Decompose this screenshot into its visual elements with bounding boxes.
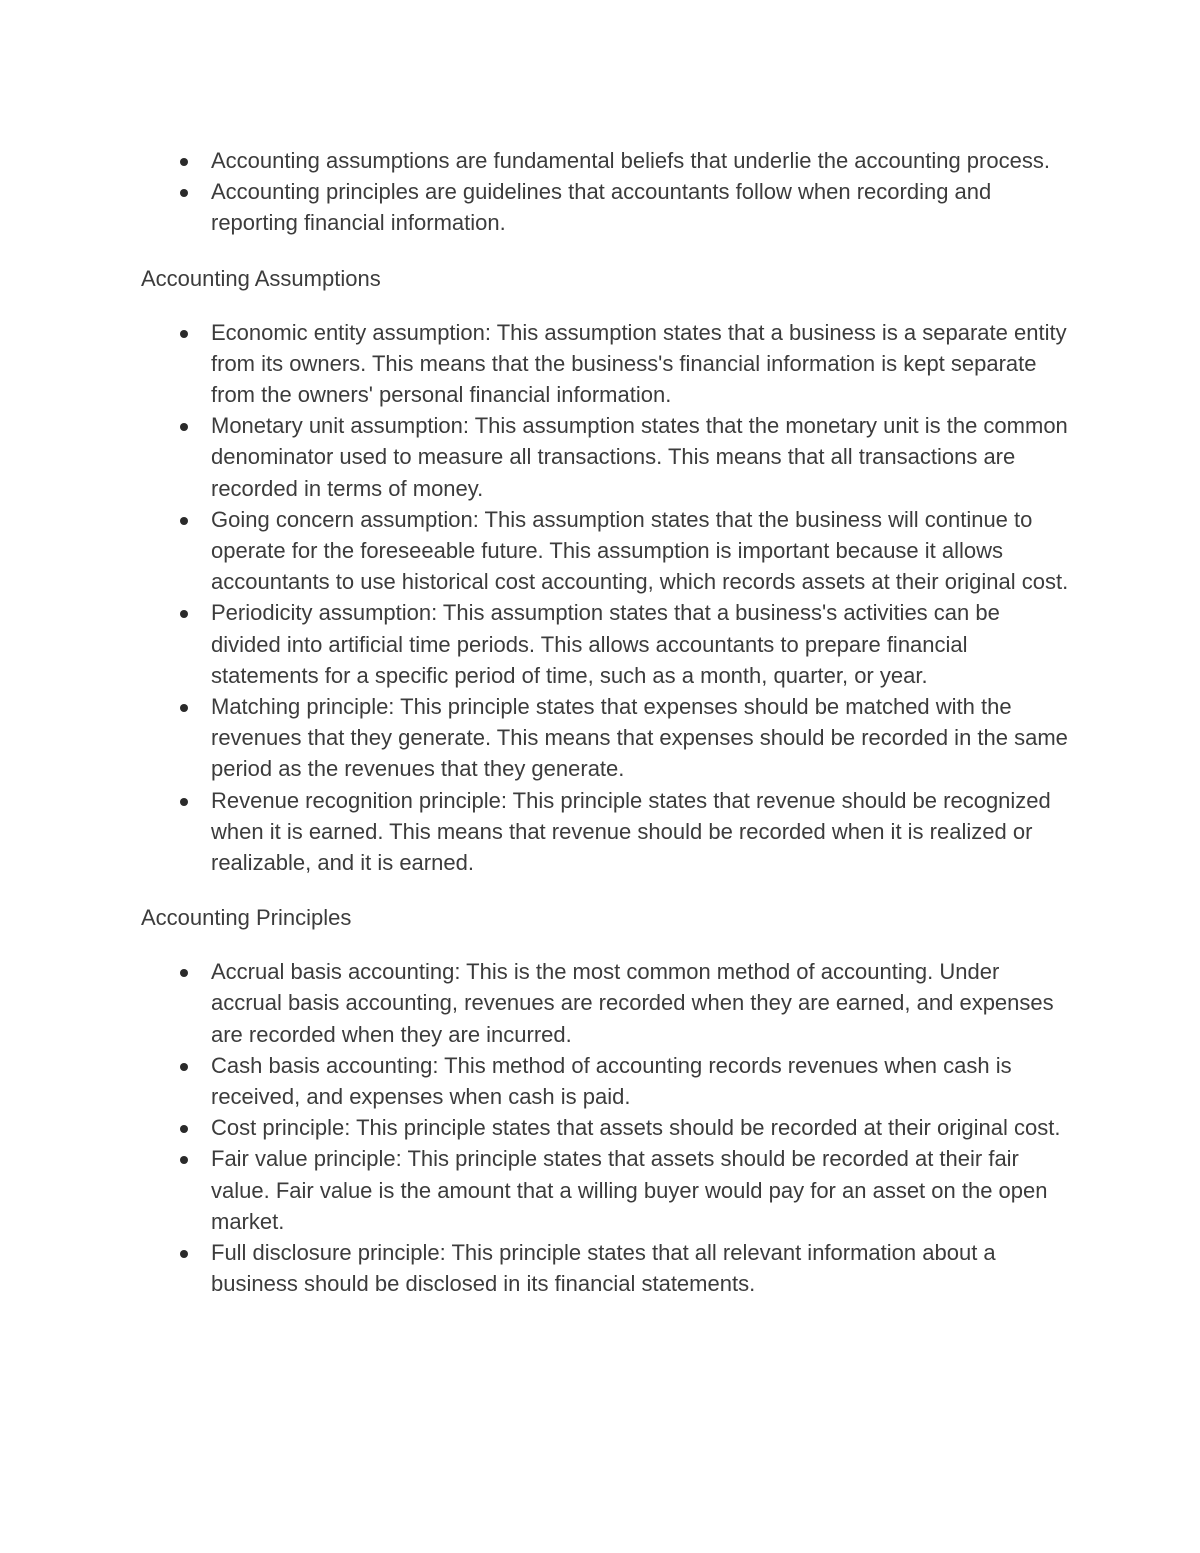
- list-item: [141, 317, 1071, 411]
- assumptions-list: [141, 317, 1071, 879]
- bullet-icon: [180, 704, 188, 712]
- bullet-icon: [180, 1250, 188, 1258]
- list-item-text: Revenue recognition principle: This principle states that revenue should be recognized when it is earned. This means that revenue should be recorded when it is realized or realizable, and it is earned.: [211, 787, 1051, 876]
- principles-list: [141, 956, 1071, 1299]
- section-heading-assumptions: Accounting Assumptions: [141, 265, 381, 291]
- bullet-icon: [180, 330, 188, 338]
- intro-list: [141, 145, 1071, 239]
- list-item-text: Monetary unit assumption: This assumption states that the monetary unit is the common denominator used to measure all transactions. This means that all transactions are recorded in terms of money.: [211, 413, 1068, 501]
- bullet-icon: [180, 1156, 188, 1164]
- list-item-text: Full disclosure principle: This principle states that all relevant information about a business should be disclosed in its financial statements.: [211, 1240, 996, 1297]
- list-item-text: Going concern assumption: This assumption states that the business will continue to operate for the foreseeable future. This assumption is important because it allows accountants to use historical cost accounting, which records assets at their original cost.: [211, 506, 1069, 595]
- list-item: [141, 176, 1071, 238]
- list-item-text: Cost principle: This principle states that assets should be recorded at their original cost.: [211, 1115, 1061, 1141]
- bullet-icon: [180, 517, 188, 525]
- list-item-text: Matching principle: This principle states that expenses should be matched with the revenues that they generate. This means that expenses should be recorded in the same period as the revenues that they generate.: [211, 694, 1068, 782]
- list-item: [141, 1112, 1071, 1143]
- list-item-text: Fair value principle: This principle states that assets should be recorded at their fair value. Fair value is the amount that a willing buyer would pay for an asset on the open market.: [211, 1146, 1048, 1234]
- bullet-icon: [180, 1125, 188, 1133]
- list-item-text: Accrual basis accounting: This is the most common method of accounting. Under accrual basis accounting, revenues are recorded when they are earned, and expenses are recorded when they are incurred.: [211, 959, 1054, 1047]
- list-item: [141, 785, 1071, 879]
- list-item: [141, 145, 1071, 176]
- list-item: [141, 956, 1071, 1050]
- bullet-icon: [180, 1063, 188, 1071]
- list-item: [141, 1143, 1071, 1237]
- list-item: [141, 691, 1071, 785]
- bullet-icon: [180, 158, 188, 166]
- bullet-icon: [180, 423, 188, 431]
- list-item: [141, 410, 1071, 504]
- section-heading-principles: Accounting Principles: [141, 905, 352, 931]
- document-body: [141, 145, 1071, 1300]
- list-item-text: Economic entity assumption: This assumption states that a business is a separate entity from its owners. This means that the business's financial information is kept separate from the owners' personal financial information.: [211, 319, 1067, 408]
- list-item-text: Periodicity assumption: This assumption states that a business's activities can be divided into artificial time periods. This allows accountants to prepare financial statements for a specific period of time, such as a month, quarter, or year.: [211, 600, 1000, 688]
- list-item-text: Accounting assumptions are fundamental beliefs that underlie the accounting process.: [211, 148, 1050, 173]
- list-item: [141, 597, 1071, 691]
- list-item-text: Accounting principles are guidelines that accountants follow when recording and reporting financial information.: [211, 179, 992, 236]
- list-item: [141, 1050, 1071, 1112]
- list-item-text: Cash basis accounting: This method of accounting records revenues when cash is received, and expenses when cash is paid.: [211, 1052, 1012, 1110]
- bullet-icon: [180, 189, 188, 197]
- bullet-icon: [180, 610, 188, 618]
- bullet-icon: [180, 969, 188, 977]
- list-item: [141, 504, 1071, 598]
- list-item: [141, 1237, 1071, 1299]
- bullet-icon: [180, 798, 188, 806]
